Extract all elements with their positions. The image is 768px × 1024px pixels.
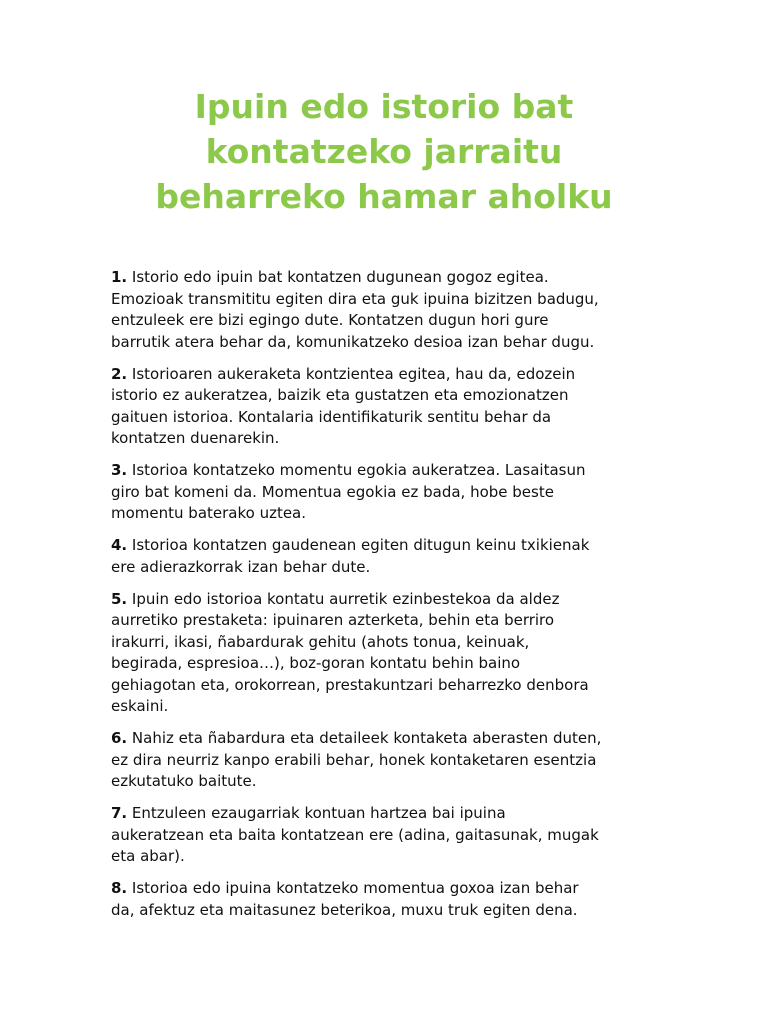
item-text-line: Istorioaren aukeraketa kontzientea egitea, hau da, edozein: [131, 364, 576, 383]
item-text-line: begirada, espresioa…), boz-goran kontatu behin baino: [111, 654, 521, 672]
item-number: 2.: [111, 364, 128, 383]
item-text-line: eta abar).: [111, 847, 185, 865]
page-title: [84, 84, 684, 219]
advice-item-4: [111, 535, 671, 578]
item-text-line: aurretiko prestaketa: ipuinaren azterketa, behin eta berriro: [111, 611, 555, 629]
title-line: Ipuin edo istorio bat: [194, 87, 574, 126]
title-line: kontatzeko jarraitu: [205, 132, 563, 171]
item-text-line: Istorio edo ipuin bat kontatzen dugunean gogoz egitea.: [131, 268, 549, 286]
item-text-line: da, afektuz eta maitasunez beterikoa, muxu truk egiten dena.: [111, 900, 578, 919]
item-text-line: momentu baterako uztea.: [111, 504, 307, 522]
item-number: 1.: [111, 268, 128, 286]
advice-item-1: [111, 267, 671, 353]
item-text-line: aukeratzean eta baita kontatzean ere (adina, gaitasunak, mugak: [111, 825, 599, 844]
item-text-line: Emozioak transmititu egiten dira eta guk ipuina bizitzen badugu,: [111, 289, 599, 308]
item-text-line: Nahiz eta ñabardura eta detaileek kontaketa aberasten duten,: [131, 729, 602, 747]
item-text-line: kontatzen duenarekin.: [111, 429, 280, 447]
item-number: 3.: [111, 461, 128, 479]
item-text-line: ere adierazkorrak izan behar dute.: [111, 557, 371, 576]
item-text-line: eskaini.: [111, 697, 169, 715]
item-text-line: entzuleek ere bizi egingo dute. Kontatzen dugun hori gure: [111, 311, 549, 329]
item-number: 5.: [111, 589, 128, 608]
item-text-line: ezkutatuko baitute.: [111, 772, 257, 790]
advice-item-3: [111, 460, 671, 525]
advice-item-6: [111, 728, 671, 793]
advice-list: [111, 267, 671, 932]
advice-item-7: [111, 803, 671, 868]
advice-item-8: [111, 878, 671, 921]
item-text-line: Istorioa edo ipuina kontatzeko momentua goxoa izan behar: [131, 879, 579, 897]
item-text-line: barrutik atera behar da, komunikatzeko desioa izan behar dugu.: [111, 332, 595, 351]
item-text-line: gaituen istorioa. Kontalaria identifikaturik sentitu behar da: [111, 407, 552, 426]
advice-item-5: [111, 589, 671, 718]
item-text-line: ez dira neurriz kanpo erabili behar, honek kontaketaren esentzia: [111, 750, 597, 769]
item-text-line: Istorioa kontatzen gaudenean egiten ditugun keinu txikienak: [131, 536, 590, 554]
item-text-line: gehiagotan eta, orokorrean, prestakuntzari beharrezko denbora: [111, 675, 589, 694]
advice-item-2: [111, 364, 671, 450]
item-text-line: irakurri, ikasi, ñabardurak gehitu (ahots tonua, keinuak,: [111, 632, 530, 651]
item-number: 7.: [111, 804, 128, 822]
item-number: 4.: [111, 536, 128, 554]
item-text-line: Ipuin edo istorioa kontatu aurretik ezinbestekoa da aldez: [131, 589, 560, 608]
item-text-line: istorio ez aukeratzea, baizik eta gustatzen eta emozionatzen: [111, 386, 569, 404]
item-text-line: Entzuleen ezaugarriak kontuan hartzea bai ipuina: [131, 804, 506, 822]
item-text-line: Istorioa kontatzeko momentu egokia aukeratzea. Lasaitasun: [131, 461, 586, 479]
title-line: beharreko hamar aholku: [155, 177, 613, 216]
item-number: 6.: [111, 729, 128, 747]
item-number: 8.: [111, 879, 128, 897]
item-text-line: giro bat komeni da. Momentua egokia ez bada, hobe beste: [111, 482, 554, 501]
